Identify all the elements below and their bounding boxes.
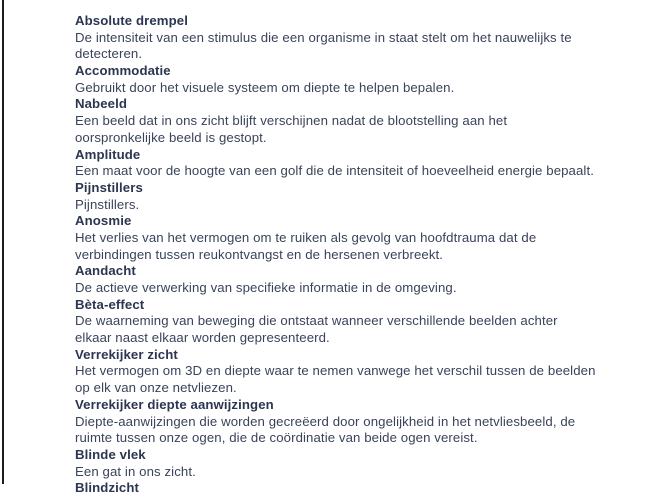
glossary-term: Absolute drempel bbox=[75, 13, 188, 28]
glossary-definition-line: Een gat in ons zicht. bbox=[75, 463, 196, 479]
glossary-term: Blindzicht bbox=[75, 480, 140, 496]
glossary-definition-line: Het verlies van het vermogen om te ruiken als gevolg van hoofdtrauma dat de bbox=[75, 229, 537, 245]
glossary-term: Nabeeld bbox=[75, 96, 128, 112]
glossary-list bbox=[75, 13, 635, 497]
glossary-definition-line: Pijnstillers. bbox=[75, 196, 140, 212]
glossary-definition-line: verbindingen tussen reukontvangst en de hersenen verbreekt. bbox=[75, 246, 444, 262]
glossary-term: Anosmie bbox=[75, 213, 132, 229]
glossary-term: Verrekijker zicht bbox=[75, 346, 178, 362]
glossary-definition-line: ruimte tussen onze ogen, die de coördinatie van beide ogen vereist. bbox=[75, 430, 478, 446]
glossary-definition-line: De intensiteit van een stimulus die een organisme in staat stelt om het nauwelijks te bbox=[75, 29, 572, 45]
glossary-definition-line: Diepte-aanwijzingen die worden gecreëerd door ongelijkheid in het netvliesbeeld, de bbox=[75, 413, 576, 429]
glossary-definition-line: Gebruikt door het visuele systeem om diepte te helpen bepalen. bbox=[75, 79, 455, 95]
glossary-term: Blinde vlek bbox=[75, 446, 146, 462]
glossary-term: Verrekijker diepte aanwijzingen bbox=[75, 396, 274, 412]
glossary-definition-line: Het vermogen om 3D en diepte waar te nemen vanwege het verschil tussen de beelden bbox=[75, 363, 596, 379]
glossary-term: Amplitude bbox=[75, 146, 141, 162]
glossary-definition-line: Een beeld dat in ons zicht blijft verschijnen nadat de blootstelling aan het bbox=[75, 113, 508, 129]
glossary-term: Accommodatie bbox=[75, 63, 171, 79]
glossary-term: Pijnstillers bbox=[75, 179, 143, 195]
glossary-term: Bèta-effect bbox=[75, 296, 145, 312]
page-left-rule bbox=[2, 0, 4, 484]
glossary-definition-line: oorspronkelijke beeld is gestopt. bbox=[75, 129, 267, 145]
glossary-definition-line: elkaar naast elkaar worden gepresenteerd. bbox=[75, 330, 330, 346]
glossary-term: Aandacht bbox=[75, 263, 136, 279]
glossary-definition-line: De waarneming van beweging die ontstaat wanneer verschillende beelden achter bbox=[75, 313, 558, 329]
glossary-definition-line: Een maat voor de hoogte van een golf die de intensiteit of hoeveelheid energie bepaalt. bbox=[75, 163, 594, 179]
glossary-definition-line: De actieve verwerking van specifieke informatie in de omgeving. bbox=[75, 280, 457, 295]
glossary-definition-line: detecteren. bbox=[75, 46, 143, 62]
glossary-definition-line: op elk van onze netvliezen. bbox=[75, 380, 237, 396]
